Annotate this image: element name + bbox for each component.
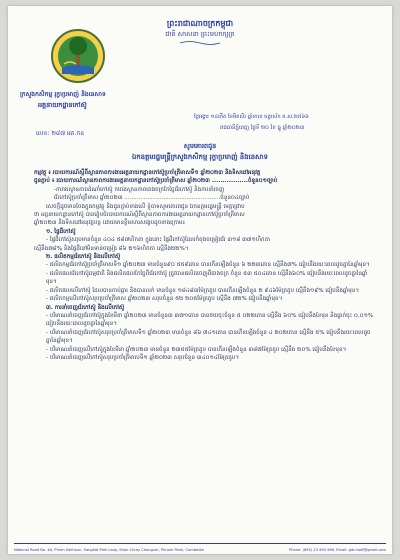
body-paragraph: ស្មើនឹង៧៨% និងផ្ទៃដីនៅមិនទាន់ចម្រៀរ ៨៦ ២១៦ហិកតា ស្មើនឹង២២%។ [34, 245, 189, 252]
national-motto: ជាតិ សាសនា ព្រះមហាក្សត្រ [165, 30, 235, 38]
body-paragraph: - ផលិតផលលើកៅស៊ូ ដែលបានកាប់ឆ្ការ និងបានលក់ មានចំនួន ១៨៤៨៣ម៉ែត្រគូប បានកើនឡើងចំនួន ២ ៩៤៦ម៉ែត្រគូប ស្មើនឹង១៩% ធៀបនឹងឆ្នាំមុន។ [46, 287, 360, 294]
reference-number: លេខ: ២៨៧ អគ.កឧ [36, 130, 85, 137]
body-paragraph: - ផ្ទៃដីកៅស៊ូសរុបមានចំនួន ៤០៤ ៥៨៧ហិកតា ក្នុងនោះ ផ្ទៃដីកៅស៊ូដែលកំពុងចម្រៀរជ័រ ៣១៨ ៣៧១ហិកតា [46, 237, 270, 244]
body-paragraph: - ផលិតកម្មលើកៅស៊ូសរុបប្រចាំត្រីមាស ឆ្នាំ២០២៣ សរុបចំនួន ៥២ ២០៥ម៉ែត្រគូប ស្មើនឹង ៧២% ធៀបនឹងឆ្នាំមុន។ [46, 296, 283, 303]
attachment-detail: ជ័រកៅស៊ូប្រចាំត្រីមាស ឆ្នាំ២០២៣ ......................................................ចំនួន០៤ច្បាប់ [54, 195, 250, 202]
section-heading: ១. ផ្ទៃដីកៅស៊ូ [46, 228, 76, 235]
footer-divider [14, 543, 386, 544]
letter-body [34, 169, 374, 362]
body-paragraph: ឆ្នាំ២០២៣ និងទិសដៅអនុវត្តបន្ត ដោយមានខ្លឹមសារសង្ខេបដូចខាងក្រោម៖ [34, 220, 185, 227]
footer-address: National Road No. 4A, Phum Sakhoun, Sangkat Prek Leap, Khan Chroy Changvar, Phnom Penh, Cambodia [14, 548, 204, 552]
department-name: អគ្គនាយកដ្ឋានកៅស៊ូ [38, 101, 87, 109]
body-paragraph: - ផលិតផលជ័រកៅស៊ូធម្មជាតិ និងផលិតផលកែច្នៃពីជ័រកៅស៊ូ ត្រូវបានផលិតចេញពីរោងចក្រ ចំនួន ៥៣ ៥០៤តោន ស្មើនឹង៦០% ធៀបនឹងរយៈពេលដូចគ្នានៃឆ្នាំមុន។ [46, 270, 368, 286]
letter-page [8, 6, 392, 554]
section-heading: ២. ផលិតកម្មជ័រកៅស៊ូ និងលើកៅស៊ូ [46, 254, 121, 261]
subject-line: កម្មវត្ថុ ៖ របាយការណ៍ស្តីពីស្ថានភាពការងារអគ្គនាយកដ្ឋានកៅស៊ូប្រចាំត្រីមាសទី១ ឆ្នាំ២០២៣ និងទិសដៅអនុវត្ត [34, 170, 261, 176]
kingdom-heading: ព្រះរាជាណាចក្រកម្ពុជា [166, 19, 234, 28]
body-paragraph: - ផលិតកម្មជ័រកៅស៊ូប្រចាំត្រីមាសទី១ ឆ្នាំ២០២៣ មានចំនួន៩០ ៥៥៩តោន បានកើនឡើងចំនួន ៦ ២២៣តោន ស្មើនឹង៧% ធៀបនឹងរយៈពេលដូចគ្នានៃឆ្នាំមុន។ [46, 262, 370, 269]
salutation: សូមគោរពជូន [183, 142, 217, 150]
attachment-detail: -ការាងស្ថានភាពដំណាំកៅស៊ូ ការាងស្ថានភាពរោងចក្រកែច្នៃជ័រកៅស៊ូ និងការនាំចេញ [54, 186, 225, 193]
ministry-name: ក្រសួងកសិកម្ម រុក្ខាប្រមាញ់ និងនេសាទ [20, 91, 106, 98]
section-heading: ៣. ការនាំចេញជ័រកៅស៊ូ និងលើកៅស៊ូ [46, 304, 125, 311]
body-paragraph: ថា អគ្គនាយកដ្ឋានកៅស៊ូ បានរៀបចំរបាយការណ៍ស្តីពីស្ថានភាពការងារអគ្គនាយកដ្ឋានកៅស៊ូប្រចាំត្រីមាស [34, 212, 245, 219]
body-paragraph: - បរិមាណនាំចេញជ័រកៅស៊ូសរុបប្រចាំត្រីមាសទី១ ឆ្នាំ២០២៣ មានចំនួន ៨៦ ៧៤១តោន បានកើនឡើងចំនួន ៤ ២០២តោន ស្មើនឹង ៥% ធៀបនឹងរយៈពេលដូចគ្នានៃឆ្នាំមុន។ [46, 329, 371, 345]
body-paragraph: - បរិមាណនាំចេញលើកៅស៊ូសរុបប្រចាំត្រីមាសទី១ ឆ្នាំ២០២៣ សរុបចំនួន ៣៤០១៤ម៉ែត្រគូប។ [46, 354, 240, 361]
lunar-date: ថ្ងៃអង្គារ ១៤កើត ខែមិគសិរ ឆ្នាំខាល ចត្វាស័ក ព.ស.២៥៦៦ [194, 114, 309, 120]
ministry-logo-icon [50, 28, 106, 84]
body-paragraph: - បរិមាណនាំចេញជ័រកៅស៊ូក្នុងខែមីនា ឆ្នាំ២០២៣ មានចំនួន៣ ៣៧១តោន បានថយចុះចំនួន ៥ ០២២តោន ស្មើនឹង ៦០% ធៀបនឹងខែមុន និងធ្លាក់ចុះ ០,០១% ធៀបនឹងរយៈពេលដូចគ្នានៃឆ្នាំមុន។ [46, 312, 374, 328]
solar-date: រាជធានីភ្នំពេញ ថ្ងៃទី ២០ ខែ ធ្នូ ឆ្នាំ២០២៣ [220, 125, 305, 131]
attachment-line: ជូនភ្ជាប់ ៖ របាយការណ៍ស្ថានភាពការងារអគ្គនាយកដ្ឋានកៅស៊ូប្រចាំត្រីមាស ឆ្នាំ២០២៣ .................ចំនួន០១ច្បាប់ [34, 178, 278, 185]
motto-ornament [178, 40, 222, 46]
body-paragraph: សេចក្តីដូចមានចែងក្នុងកម្មវត្ថុ និងជូនភ្ជាប់ខាងលើ ខ្ញុំបាទសូមគោរពជូន ឯកឧត្តមរដ្ឋមន្ត្រី មេត្តាជ្រាប [46, 203, 245, 210]
footer-contact: Phone: (855) 23 990 566, Email: gdr.maff@gmail.com [289, 548, 386, 552]
recipient-title: ឯកឧត្តមរដ្ឋមន្ត្រីក្រសួងកសិកម្ម រុក្ខាប្រមាញ់ និងនេសាទ [132, 153, 268, 161]
body-paragraph: - បរិមាណនាំចេញលើកៅស៊ូក្នុងខែមីនា ឆ្នាំ២០២៣ មានចំនួន ២៣៥៥ម៉ែត្រគូប បានកើនឡើងចំនួន ៣៨៧ម៉ែត្រគូប ស្មើនឹង ២០% ធៀបនឹងខែមុន។ [46, 346, 347, 353]
footer [14, 548, 386, 552]
